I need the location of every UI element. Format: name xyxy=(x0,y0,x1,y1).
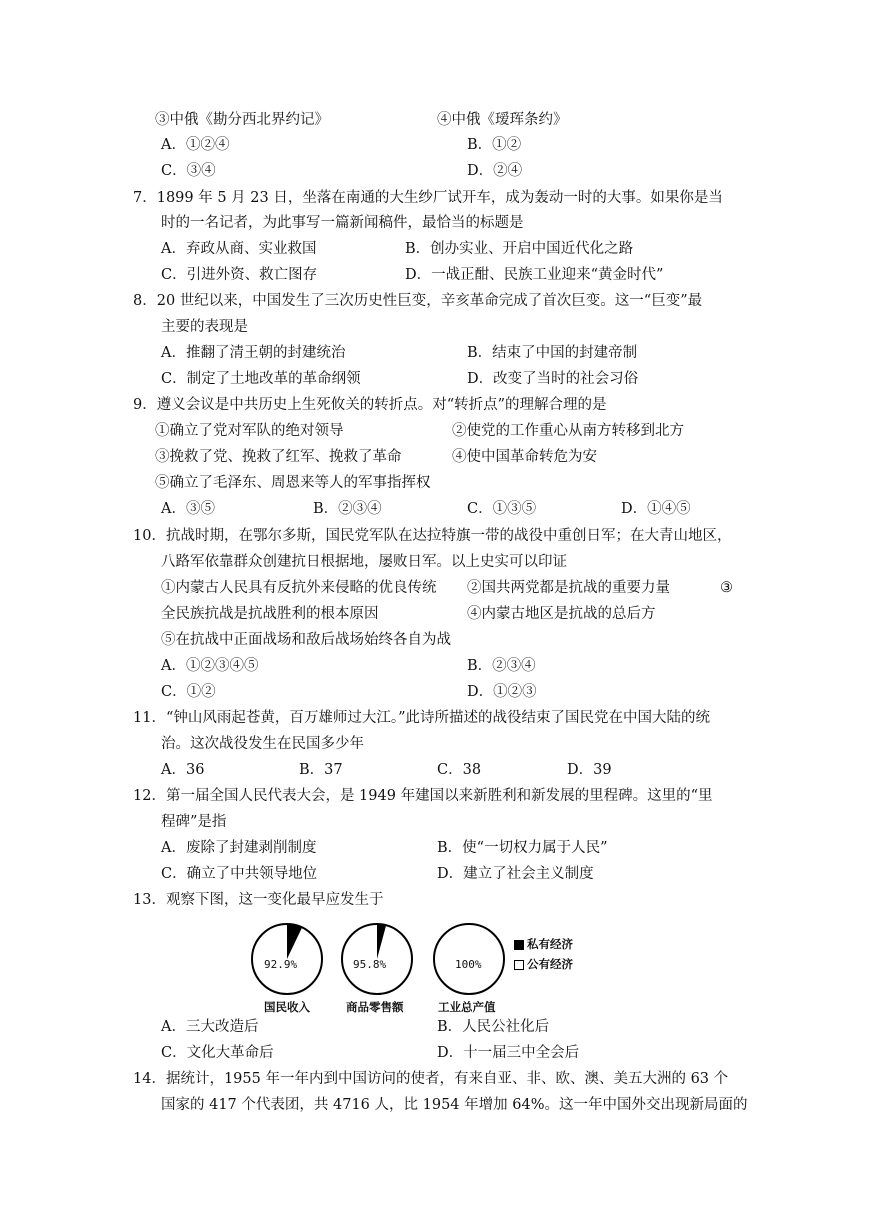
q10-item-1: ①内蒙古人民具有反抗外来侵略的优良传统 xyxy=(161,580,437,596)
q11-stem-line1: 11．“钟山风雨起苍黄，百万雄师过大江。”此诗所描述的战役结束了国民党在中国大陆的统 xyxy=(133,710,711,726)
q6-option-a: A．①②④ xyxy=(161,137,230,153)
q9-option-b: B．②③④ xyxy=(313,501,382,517)
q12-stem-line2: 程碑”是指 xyxy=(161,814,227,830)
q9-option-d: D．①④⑤ xyxy=(621,501,691,517)
q7-stem-line2: 时的一名记者，为此事写一篇新闻稿件，最恰当的标题是 xyxy=(161,215,524,231)
q13-option-c: C．文化大革命后 xyxy=(161,1045,274,1061)
economy-pie-charts xyxy=(250,913,580,1019)
q12-option-a: A．废除了封建剥削制度 xyxy=(161,840,317,856)
q10-option-a: A．①②③④⑤ xyxy=(161,658,259,674)
legend-public-swatch xyxy=(514,960,524,970)
pie-1-percent: 92.9% xyxy=(264,958,298,971)
legend-public-label: 公有经济 xyxy=(527,957,573,971)
q12-option-b: B．使“一切权力属于人民” xyxy=(437,840,608,856)
q11-option-b: B．37 xyxy=(299,762,343,778)
q10-item-2: ②国共两党都是抗战的重要力量 xyxy=(467,580,670,596)
legend-public xyxy=(514,956,573,972)
q12-option-c: C．确立了中共领导地位 xyxy=(161,866,318,882)
q13-option-b: B．人民公社化后 xyxy=(437,1019,550,1035)
legend-private-label: 私有经济 xyxy=(527,937,573,951)
q9-item-1: ①确立了党对军队的绝对领导 xyxy=(155,423,344,439)
q6-option-b: B．①② xyxy=(467,137,522,153)
q8-option-c: C．制定了土地改革的革命纲领 xyxy=(161,371,361,387)
legend-private xyxy=(514,936,573,952)
q8-stem-line1: 8．20 世纪以来，中国发生了三次历史性巨变，辛亥革命完成了首次巨变。这一“巨变”最 xyxy=(133,293,703,309)
q8-option-b: B．结束了中国的封建帝制 xyxy=(467,345,638,361)
q14-stem-line2: 国家的 417 个代表团，共 4716 人，比 1954 年增加 64%。这一年中国外交出现新局面的 xyxy=(161,1097,748,1113)
q10-item-3-marker: ③ xyxy=(720,580,733,596)
pie-1-label: 国民收入 xyxy=(264,1000,310,1014)
q9-item-4: ④使中国革命转危为安 xyxy=(452,449,597,465)
q8-stem-line2: 主要的表现是 xyxy=(161,319,248,335)
q9-item-5: ⑤确立了毛泽东、周恩来等人的军事指挥权 xyxy=(155,475,431,491)
q10-item-3: 全民族抗战是抗战胜利的根本原因 xyxy=(161,606,379,622)
pie-2-percent: 95.8% xyxy=(353,958,387,971)
q6-item-4: ④中俄《瑷珲条约》 xyxy=(437,112,568,128)
legend-private-swatch xyxy=(514,940,524,950)
q6-option-c: C．③④ xyxy=(161,163,216,179)
q6-option-d: D．②④ xyxy=(467,163,523,179)
q7-option-c: C．引进外资、救亡图存 xyxy=(161,267,318,283)
q7-option-a: A．弃政从商、实业救国 xyxy=(161,241,317,257)
q10-option-b: B．②③④ xyxy=(467,658,536,674)
q6-item-3: ③中俄《勘分西北界约记》 xyxy=(155,112,329,128)
q10-stem-line1: 10．抗战时期，在鄂尔多斯，国民党军队在达拉特旗一带的战役中重创日军；在大青山地区， xyxy=(133,528,732,544)
q10-item-5: ⑤在抗战中正面战场和敌后战场始终各自为战 xyxy=(161,632,451,648)
pie-3-percent: 100% xyxy=(455,958,482,971)
q11-option-d: D．39 xyxy=(567,762,612,778)
q10-option-c: C．①② xyxy=(161,684,216,700)
q10-option-d: D．①②③ xyxy=(467,684,537,700)
q13-option-d: D．十一届三中全会后 xyxy=(437,1045,580,1061)
q13-stem-line1: 13．观察下图，这一变化最早应发生于 xyxy=(133,892,384,908)
q9-stem-line1: 9．遵义会议是中共历史上生死攸关的转折点。对“转折点”的理解合理的是 xyxy=(133,397,607,413)
q12-stem-line1: 12．第一届全国人民代表大会，是 1949 年建国以来新胜利和新发展的里程碑。这里的“里 xyxy=(133,788,713,804)
q10-stem-line2: 八路军依靠群众创建抗日根据地，屡败日军。以上史实可以印证 xyxy=(161,554,567,570)
pie-3-label: 工业总产值 xyxy=(438,1000,496,1014)
pie-2-label: 商品零售额 xyxy=(346,1000,404,1014)
q9-item-3: ③挽救了党、挽救了红军、挽救了革命 xyxy=(155,449,402,465)
q9-option-c: C．①③⑤ xyxy=(467,501,537,517)
q14-stem-line1: 14．据统计，1955 年一年内到中国访问的使者，有来自亚、非、欧、澳、美五大洲的 63 个 xyxy=(133,1071,729,1087)
q11-stem-line2: 治。这次战役发生在民国多少年 xyxy=(161,736,364,752)
q7-option-b: B．创办实业、开启中国近代化之路 xyxy=(405,241,634,257)
q9-item-2: ②使党的工作重心从南方转移到北方 xyxy=(452,423,684,439)
q7-stem-line1: 7．1899 年 5 月 23 日，坐落在南通的大生纱厂试开车，成为轰动一时的大事。如果你是当 xyxy=(133,190,723,206)
q9-option-a: A．③⑤ xyxy=(161,501,215,517)
q11-option-c: C．38 xyxy=(437,762,482,778)
q12-option-d: D．建立了社会主义制度 xyxy=(437,866,594,882)
q13-option-a: A．三大改造后 xyxy=(161,1019,259,1035)
q10-item-4: ④内蒙古地区是抗战的总后方 xyxy=(467,606,656,622)
q8-option-d: D．改变了当时的社会习俗 xyxy=(467,371,639,387)
q8-option-a: A．推翻了清王朝的封建统治 xyxy=(161,345,346,361)
q11-option-a: A．36 xyxy=(161,762,205,778)
q7-option-d: D．一战正酣、民族工业迎来“黄金时代” xyxy=(405,267,664,283)
